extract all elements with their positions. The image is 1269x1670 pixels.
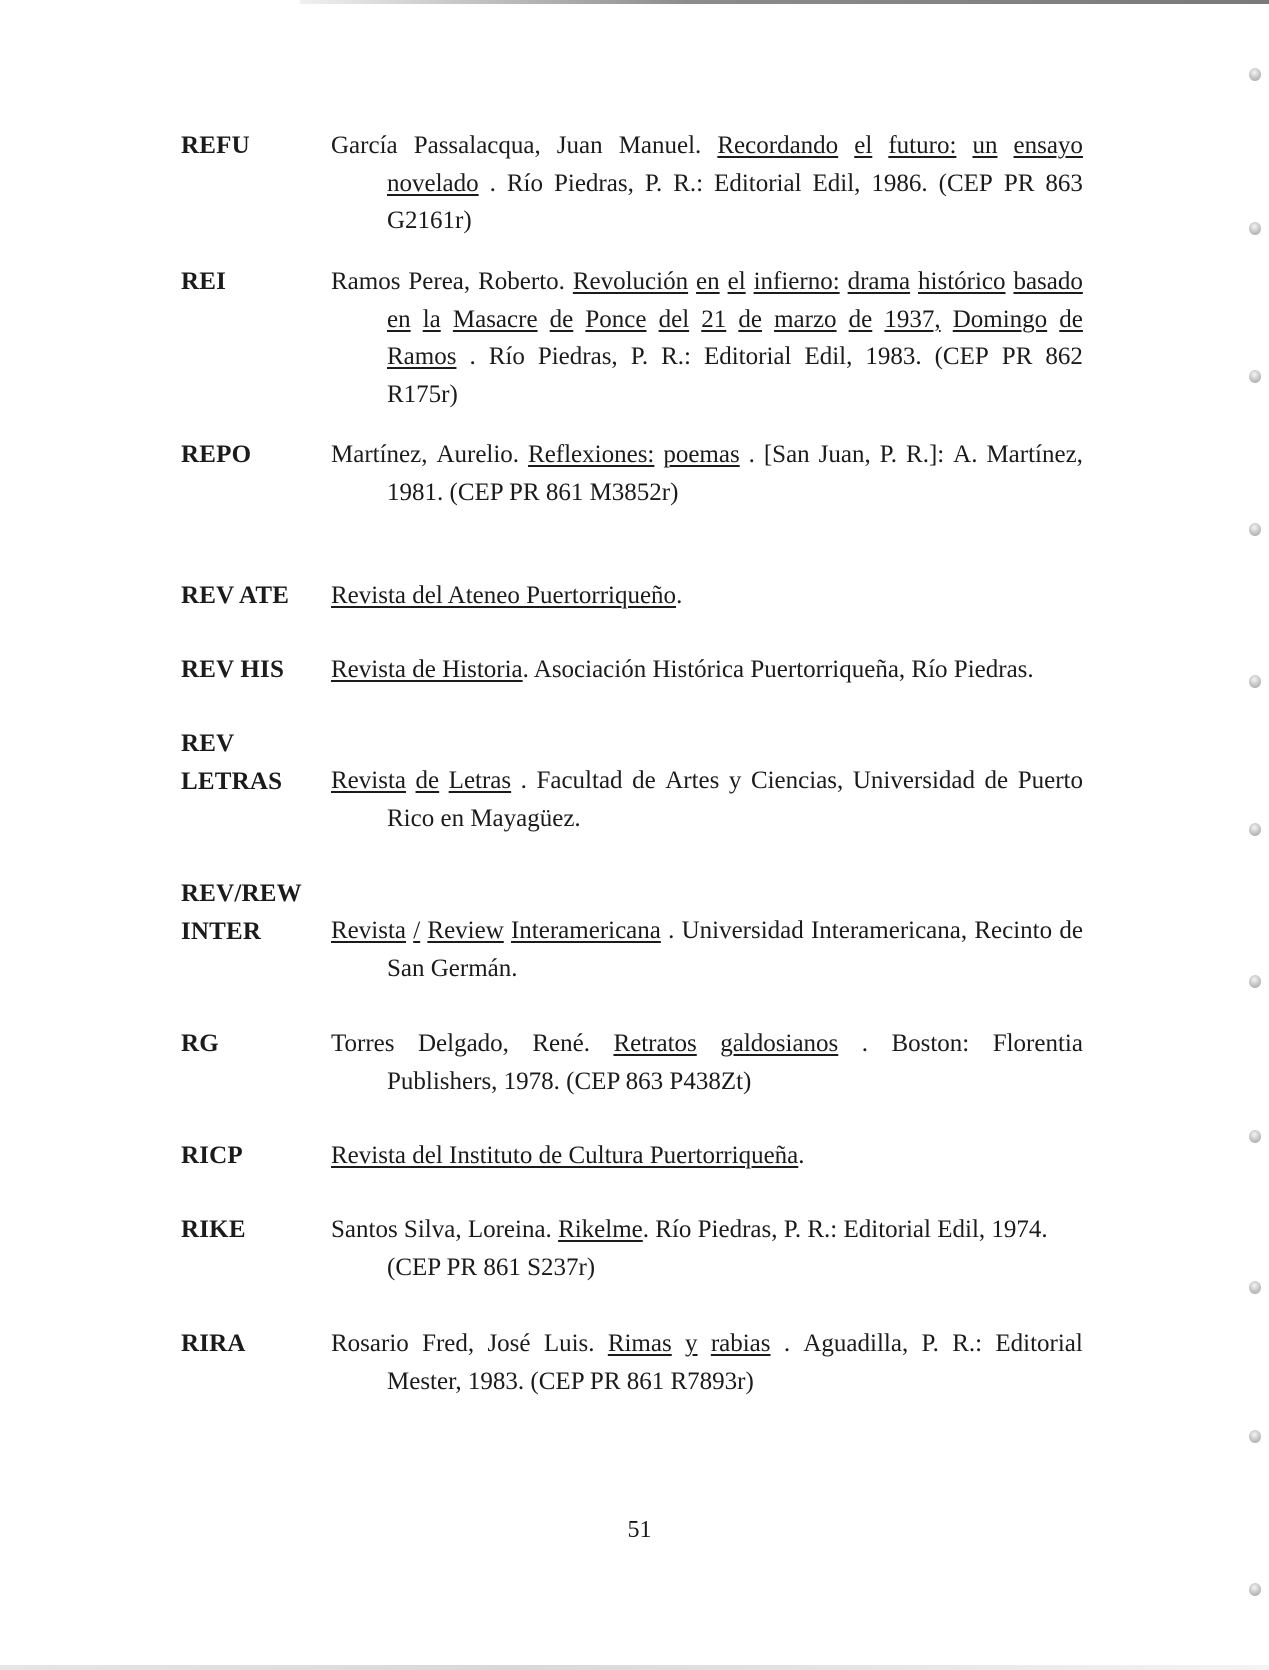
entry-citation [331, 1325, 1083, 1400]
entry-citation [331, 762, 1083, 837]
entry-citation [331, 651, 1083, 689]
page-number: 51 [627, 1517, 652, 1543]
entry-abbreviation [181, 263, 226, 301]
citation-line: Ramos Perea, Roberto. Revolución en el infierno: drama histórico basado [331, 268, 1083, 295]
binder-hole-mark [1249, 1583, 1261, 1596]
binder-hole-mark [1249, 523, 1261, 536]
abbreviation-line: REV/REW [181, 880, 302, 907]
abbreviation-line: REV [181, 730, 235, 757]
entry-citation [331, 436, 1083, 511]
bottom-scan-edge [0, 1665, 1269, 1670]
citation-line: Rico en Mayagüez. [387, 804, 581, 832]
abbreviation-line: REFU [181, 132, 250, 159]
top-scan-rule [300, 0, 1269, 4]
entry-citation [331, 127, 1083, 240]
entry-citation [331, 263, 1083, 413]
binder-hole-mark [1249, 370, 1261, 383]
binder-hole-mark [1249, 1130, 1261, 1143]
binder-hole-mark [1249, 68, 1261, 81]
citation-line: Ramos . Río Piedras, P. R.: Editorial Edil, 1983. (CEP PR 862 [387, 343, 1083, 370]
abbreviation-line: RICP [181, 1142, 243, 1169]
citation-line: R175r) [387, 380, 458, 408]
entry-abbreviation [181, 577, 289, 615]
citation-line: novelado . Río Piedras, P. R.: Editorial Edil, 1986. (CEP PR 863 [387, 169, 1083, 197]
abbreviation-line: RG [181, 1030, 219, 1057]
abbreviation-line: LETRAS [181, 767, 283, 795]
entry-abbreviation [181, 1325, 246, 1363]
citation-line: Rosario Fred, José Luis. Rimas y rabias . Aguadilla, P. R.: Editorial [331, 1330, 1083, 1357]
citation-line: 1981. (CEP PR 861 M3852r) [387, 478, 679, 506]
entry-abbreviation [181, 1025, 219, 1063]
citation-line: Revista del Instituto de Cultura Puertorriqueña. [331, 1142, 805, 1169]
citation-line: Torres Delgado, René. Retratos galdosianos . Boston: Florentia [331, 1030, 1083, 1057]
citation-line: Santos Silva, Loreina. Rikelme. Río Piedras, P. R.: Editorial Edil, 1974. [331, 1216, 1048, 1243]
citation-line: San Germán. [387, 954, 518, 982]
citation-line: Publishers, 1978. (CEP 863 P438Zt) [387, 1067, 752, 1095]
binder-hole-mark [1249, 975, 1261, 988]
citation-line: (CEP PR 861 S237r) [387, 1253, 596, 1281]
binder-hole-mark [1249, 222, 1261, 235]
entry-abbreviation [181, 127, 250, 165]
entry-abbreviation [181, 651, 284, 689]
abbreviation-line: INTER [181, 917, 262, 945]
abbreviation-line: REV ATE [181, 582, 290, 609]
citation-line: Revista de Historia. Asociación Histórica Puertorriqueña, Río Piedras. [331, 656, 1034, 683]
abbreviation-line: REV HIS [181, 656, 285, 683]
citation-line: Mester, 1983. (CEP PR 861 R7893r) [387, 1367, 754, 1395]
entry-citation [331, 1137, 1083, 1175]
citation-line: G2161r) [387, 207, 472, 234]
binder-hole-mark [1249, 1281, 1261, 1294]
binder-hole-mark [1249, 823, 1261, 836]
abbreviation-line: RIKE [181, 1216, 246, 1243]
entry-abbreviation [181, 1137, 243, 1175]
entry-citation [331, 577, 1083, 615]
citation-line: Revista / Review Interamericana . Universidad Interamericana, Recinto de [331, 917, 1083, 944]
citation-line: García Passalacqua, Juan Manuel. Recordando el futuro: un ensayo [331, 132, 1083, 159]
entry-citation [331, 1025, 1083, 1100]
citation-line: en la Masacre de Ponce del 21 de marzo de 1937, Domingo de [387, 305, 1083, 333]
citation-line: Martínez, Aurelio. Reflexiones: poemas . [San Juan, P. R.]: A. Martínez, [331, 441, 1083, 468]
entry-abbreviation [181, 1211, 246, 1249]
entry-abbreviation [181, 875, 302, 950]
entry-citation [331, 1211, 1083, 1286]
abbreviation-line: REPO [181, 441, 252, 468]
entry-citation [331, 912, 1083, 987]
abbreviation-line: REI [181, 268, 227, 295]
entry-abbreviation [181, 725, 282, 800]
citation-line: Revista del Ateneo Puertorriqueño. [331, 582, 683, 609]
binder-hole-mark [1249, 1430, 1261, 1443]
citation-line: Revista de Letras . Facultad de Artes y Ciencias, Universidad de Puerto [331, 767, 1083, 794]
binder-hole-mark [1249, 675, 1261, 688]
entry-abbreviation [181, 436, 251, 474]
abbreviation-line: RIRA [181, 1330, 246, 1357]
